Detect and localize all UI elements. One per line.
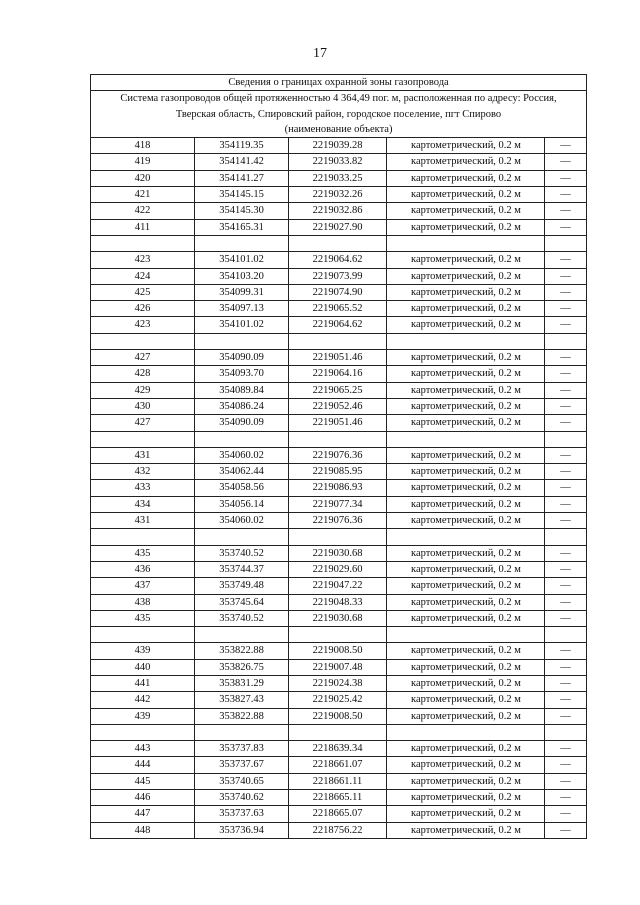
description-cell: — xyxy=(545,170,587,186)
y-coordinate-cell: 2219064.62 xyxy=(289,317,387,333)
description-cell: — xyxy=(545,773,587,789)
table-row xyxy=(91,268,587,284)
method-accuracy-cell: картометрический, 0.2 м xyxy=(387,203,545,219)
description-cell: — xyxy=(545,138,587,154)
x-coordinate-cell: 353737.67 xyxy=(195,757,289,773)
empty-cell xyxy=(545,627,587,643)
description-cell: — xyxy=(545,806,587,822)
x-coordinate-cell: 353736.94 xyxy=(195,822,289,838)
y-coordinate-cell: 2219008.50 xyxy=(289,643,387,659)
point-number-cell: 446 xyxy=(91,790,195,806)
description-cell: — xyxy=(545,366,587,382)
table-row xyxy=(91,773,587,789)
table-row xyxy=(91,464,587,480)
y-coordinate-cell: 2219065.25 xyxy=(289,382,387,398)
empty-cell xyxy=(91,627,195,643)
empty-cell xyxy=(289,431,387,447)
x-coordinate-cell: 354062.44 xyxy=(195,464,289,480)
x-coordinate-cell: 354058.56 xyxy=(195,480,289,496)
description-cell: — xyxy=(545,480,587,496)
description-cell: — xyxy=(545,219,587,235)
point-number-cell: 426 xyxy=(91,301,195,317)
x-coordinate-cell: 354060.02 xyxy=(195,447,289,463)
empty-cell xyxy=(289,333,387,349)
empty-cell xyxy=(387,333,545,349)
method-accuracy-cell: картометрический, 0.2 м xyxy=(387,708,545,724)
description-cell: — xyxy=(545,268,587,284)
point-number-cell: 440 xyxy=(91,659,195,675)
point-number-cell: 432 xyxy=(91,464,195,480)
table-row xyxy=(91,252,587,268)
table-row xyxy=(91,578,587,594)
point-number-cell: 411 xyxy=(91,219,195,235)
point-number-cell: 427 xyxy=(91,350,195,366)
point-number-cell: 420 xyxy=(91,170,195,186)
empty-cell xyxy=(91,529,195,545)
x-coordinate-cell: 353745.64 xyxy=(195,594,289,610)
point-number-cell: 429 xyxy=(91,382,195,398)
x-coordinate-cell: 353749.48 xyxy=(195,578,289,594)
x-coordinate-cell: 353740.52 xyxy=(195,610,289,626)
point-number-cell: 438 xyxy=(91,594,195,610)
object-name-caption: (наименование объекта) xyxy=(284,123,393,135)
y-coordinate-cell: 2219032.26 xyxy=(289,187,387,203)
description-cell: — xyxy=(545,545,587,561)
point-number-cell: 428 xyxy=(91,366,195,382)
description-cell: — xyxy=(545,464,587,480)
method-accuracy-cell: картометрический, 0.2 м xyxy=(387,480,545,496)
table-row xyxy=(91,610,587,626)
point-number-cell: 427 xyxy=(91,415,195,431)
method-accuracy-cell: картометрический, 0.2 м xyxy=(387,496,545,512)
method-accuracy-cell: картометрический, 0.2 м xyxy=(387,578,545,594)
method-accuracy-cell: картометрический, 0.2 м xyxy=(387,350,545,366)
group-separator-row xyxy=(91,529,587,545)
description-cell: — xyxy=(545,675,587,691)
empty-cell xyxy=(545,529,587,545)
point-number-cell: 434 xyxy=(91,496,195,512)
table-row xyxy=(91,317,587,333)
method-accuracy-cell: картометрический, 0.2 м xyxy=(387,643,545,659)
description-cell: — xyxy=(545,594,587,610)
method-accuracy-cell: картометрический, 0.2 м xyxy=(387,219,545,235)
y-coordinate-cell: 2219039.28 xyxy=(289,138,387,154)
description-cell: — xyxy=(545,301,587,317)
table-row xyxy=(91,790,587,806)
x-coordinate-cell: 354145.30 xyxy=(195,203,289,219)
y-coordinate-cell: 2219030.68 xyxy=(289,545,387,561)
description-cell: — xyxy=(545,187,587,203)
description-cell: — xyxy=(545,382,587,398)
method-accuracy-cell: картометрический, 0.2 м xyxy=(387,415,545,431)
y-coordinate-cell: 2219033.25 xyxy=(289,170,387,186)
x-coordinate-cell: 354093.70 xyxy=(195,366,289,382)
empty-cell xyxy=(289,529,387,545)
object-description-line-1: Система газопроводов общей протяженностью 4 364,49 пог. м, расположенная по адресу: Россия, xyxy=(120,93,557,105)
empty-cell xyxy=(387,431,545,447)
description-cell: — xyxy=(545,154,587,170)
y-coordinate-cell: 2218665.11 xyxy=(289,790,387,806)
empty-cell xyxy=(91,333,195,349)
empty-cell xyxy=(195,333,289,349)
empty-cell xyxy=(387,529,545,545)
method-accuracy-cell: картометрический, 0.2 м xyxy=(387,513,545,529)
y-coordinate-cell: 2219051.46 xyxy=(289,350,387,366)
empty-cell xyxy=(387,627,545,643)
table-row xyxy=(91,692,587,708)
table-row xyxy=(91,659,587,675)
x-coordinate-cell: 354090.09 xyxy=(195,350,289,366)
method-accuracy-cell: картометрический, 0.2 м xyxy=(387,252,545,268)
x-coordinate-cell: 354090.09 xyxy=(195,415,289,431)
table-row xyxy=(91,154,587,170)
point-number-cell: 422 xyxy=(91,203,195,219)
x-coordinate-cell: 353826.75 xyxy=(195,659,289,675)
boundary-table xyxy=(90,74,587,839)
x-coordinate-cell: 353822.88 xyxy=(195,708,289,724)
x-coordinate-cell: 354060.02 xyxy=(195,513,289,529)
x-coordinate-cell: 353740.62 xyxy=(195,790,289,806)
empty-cell xyxy=(91,431,195,447)
table-row xyxy=(91,480,587,496)
method-accuracy-cell: картометрический, 0.2 м xyxy=(387,822,545,838)
table-row xyxy=(91,170,587,186)
description-cell: — xyxy=(545,692,587,708)
description-cell: — xyxy=(545,610,587,626)
y-coordinate-cell: 2219052.46 xyxy=(289,398,387,414)
x-coordinate-cell: 353744.37 xyxy=(195,561,289,577)
y-coordinate-cell: 2218661.07 xyxy=(289,757,387,773)
description-cell: — xyxy=(545,447,587,463)
x-coordinate-cell: 354145.15 xyxy=(195,187,289,203)
empty-cell xyxy=(545,333,587,349)
table-row xyxy=(91,675,587,691)
table-row xyxy=(91,757,587,773)
point-number-cell: 433 xyxy=(91,480,195,496)
y-coordinate-cell: 2218639.34 xyxy=(289,741,387,757)
point-number-cell: 439 xyxy=(91,643,195,659)
method-accuracy-cell: картометрический, 0.2 м xyxy=(387,398,545,414)
point-number-cell: 439 xyxy=(91,708,195,724)
point-number-cell: 425 xyxy=(91,284,195,300)
empty-cell xyxy=(387,235,545,251)
table-row xyxy=(91,545,587,561)
empty-cell xyxy=(91,724,195,740)
y-coordinate-cell: 2219064.16 xyxy=(289,366,387,382)
group-separator-row xyxy=(91,235,587,251)
table-row xyxy=(91,594,587,610)
point-number-cell: 419 xyxy=(91,154,195,170)
empty-cell xyxy=(387,724,545,740)
x-coordinate-cell: 354099.31 xyxy=(195,284,289,300)
y-coordinate-cell: 2219077.34 xyxy=(289,496,387,512)
y-coordinate-cell: 2219033.82 xyxy=(289,154,387,170)
object-description xyxy=(91,91,587,138)
description-cell: — xyxy=(545,790,587,806)
empty-cell xyxy=(545,235,587,251)
group-separator-row xyxy=(91,431,587,447)
method-accuracy-cell: картометрический, 0.2 м xyxy=(387,741,545,757)
empty-cell xyxy=(195,431,289,447)
table-row xyxy=(91,415,587,431)
point-number-cell: 435 xyxy=(91,545,195,561)
method-accuracy-cell: картометрический, 0.2 м xyxy=(387,284,545,300)
table-row xyxy=(91,301,587,317)
description-cell: — xyxy=(545,284,587,300)
description-cell: — xyxy=(545,578,587,594)
table-row xyxy=(91,366,587,382)
method-accuracy-cell: картометрический, 0.2 м xyxy=(387,806,545,822)
y-coordinate-cell: 2219074.90 xyxy=(289,284,387,300)
method-accuracy-cell: картометрический, 0.2 м xyxy=(387,301,545,317)
x-coordinate-cell: 354103.20 xyxy=(195,268,289,284)
description-cell: — xyxy=(545,708,587,724)
table-title-row xyxy=(91,75,587,91)
y-coordinate-cell: 2219047.22 xyxy=(289,578,387,594)
x-coordinate-cell: 354056.14 xyxy=(195,496,289,512)
y-coordinate-cell: 2219032.86 xyxy=(289,203,387,219)
description-cell: — xyxy=(545,561,587,577)
description-cell: — xyxy=(545,513,587,529)
method-accuracy-cell: картометрический, 0.2 м xyxy=(387,675,545,691)
empty-cell xyxy=(195,724,289,740)
y-coordinate-cell: 2218756.22 xyxy=(289,822,387,838)
group-separator-row xyxy=(91,627,587,643)
x-coordinate-cell: 353827.43 xyxy=(195,692,289,708)
method-accuracy-cell: картометрический, 0.2 м xyxy=(387,447,545,463)
x-coordinate-cell: 354101.02 xyxy=(195,252,289,268)
description-cell: — xyxy=(545,317,587,333)
method-accuracy-cell: картометрический, 0.2 м xyxy=(387,757,545,773)
method-accuracy-cell: картометрический, 0.2 м xyxy=(387,317,545,333)
y-coordinate-cell: 2219008.50 xyxy=(289,708,387,724)
x-coordinate-cell: 353737.83 xyxy=(195,741,289,757)
y-coordinate-cell: 2219025.42 xyxy=(289,692,387,708)
y-coordinate-cell: 2219073.99 xyxy=(289,268,387,284)
table-title: Сведения о границах охранной зоны газопровода xyxy=(91,75,587,91)
table-row xyxy=(91,822,587,838)
y-coordinate-cell: 2218661.11 xyxy=(289,773,387,789)
method-accuracy-cell: картометрический, 0.2 м xyxy=(387,154,545,170)
point-number-cell: 436 xyxy=(91,561,195,577)
description-cell: — xyxy=(545,350,587,366)
point-number-cell: 424 xyxy=(91,268,195,284)
description-cell: — xyxy=(545,822,587,838)
x-coordinate-cell: 353740.52 xyxy=(195,545,289,561)
y-coordinate-cell: 2219029.60 xyxy=(289,561,387,577)
table-row xyxy=(91,447,587,463)
table-row xyxy=(91,187,587,203)
table-row xyxy=(91,138,587,154)
x-coordinate-cell: 354086.24 xyxy=(195,398,289,414)
empty-cell xyxy=(545,724,587,740)
x-coordinate-cell: 354089.84 xyxy=(195,382,289,398)
empty-cell xyxy=(195,627,289,643)
table-row xyxy=(91,513,587,529)
x-coordinate-cell: 354165.31 xyxy=(195,219,289,235)
point-number-cell: 421 xyxy=(91,187,195,203)
method-accuracy-cell: картометрический, 0.2 м xyxy=(387,790,545,806)
method-accuracy-cell: картометрический, 0.2 м xyxy=(387,692,545,708)
point-number-cell: 441 xyxy=(91,675,195,691)
method-accuracy-cell: картометрический, 0.2 м xyxy=(387,268,545,284)
method-accuracy-cell: картометрический, 0.2 м xyxy=(387,545,545,561)
table-row xyxy=(91,643,587,659)
table-row xyxy=(91,398,587,414)
y-coordinate-cell: 2219030.68 xyxy=(289,610,387,626)
table-row xyxy=(91,708,587,724)
method-accuracy-cell: картометрический, 0.2 м xyxy=(387,594,545,610)
description-cell: — xyxy=(545,415,587,431)
table-row xyxy=(91,203,587,219)
table-row xyxy=(91,561,587,577)
y-coordinate-cell: 2219065.52 xyxy=(289,301,387,317)
empty-cell xyxy=(289,627,387,643)
table-row xyxy=(91,496,587,512)
x-coordinate-cell: 354119.35 xyxy=(195,138,289,154)
empty-cell xyxy=(195,235,289,251)
description-cell: — xyxy=(545,496,587,512)
method-accuracy-cell: картометрический, 0.2 м xyxy=(387,170,545,186)
table-row xyxy=(91,219,587,235)
empty-cell xyxy=(195,529,289,545)
empty-cell xyxy=(91,235,195,251)
x-coordinate-cell: 354141.27 xyxy=(195,170,289,186)
y-coordinate-cell: 2218665.07 xyxy=(289,806,387,822)
group-separator-row xyxy=(91,724,587,740)
method-accuracy-cell: картометрический, 0.2 м xyxy=(387,138,545,154)
method-accuracy-cell: картометрический, 0.2 м xyxy=(387,464,545,480)
x-coordinate-cell: 354097.13 xyxy=(195,301,289,317)
description-cell: — xyxy=(545,659,587,675)
x-coordinate-cell: 353737.63 xyxy=(195,806,289,822)
description-cell: — xyxy=(545,398,587,414)
method-accuracy-cell: картометрический, 0.2 м xyxy=(387,659,545,675)
point-number-cell: 443 xyxy=(91,741,195,757)
x-coordinate-cell: 353831.29 xyxy=(195,675,289,691)
y-coordinate-cell: 2219027.90 xyxy=(289,219,387,235)
description-cell: — xyxy=(545,741,587,757)
y-coordinate-cell: 2219064.62 xyxy=(289,252,387,268)
y-coordinate-cell: 2219051.46 xyxy=(289,415,387,431)
table-row xyxy=(91,382,587,398)
empty-cell xyxy=(289,235,387,251)
page-number: 17 xyxy=(313,46,327,61)
point-number-cell: 431 xyxy=(91,513,195,529)
description-cell: — xyxy=(545,757,587,773)
method-accuracy-cell: картометрический, 0.2 м xyxy=(387,561,545,577)
empty-cell xyxy=(545,431,587,447)
point-number-cell: 423 xyxy=(91,317,195,333)
point-number-cell: 442 xyxy=(91,692,195,708)
object-description-row xyxy=(91,91,587,138)
point-number-cell: 435 xyxy=(91,610,195,626)
point-number-cell: 430 xyxy=(91,398,195,414)
table-row xyxy=(91,741,587,757)
y-coordinate-cell: 2219086.93 xyxy=(289,480,387,496)
point-number-cell: 448 xyxy=(91,822,195,838)
point-number-cell: 447 xyxy=(91,806,195,822)
description-cell: — xyxy=(545,643,587,659)
method-accuracy-cell: картометрический, 0.2 м xyxy=(387,187,545,203)
x-coordinate-cell: 353822.88 xyxy=(195,643,289,659)
point-number-cell: 444 xyxy=(91,757,195,773)
object-description-line-2: Тверская область, Спировский район, городское поселение, пгт Спирово xyxy=(175,108,502,120)
y-coordinate-cell: 2219007.48 xyxy=(289,659,387,675)
method-accuracy-cell: картометрический, 0.2 м xyxy=(387,773,545,789)
point-number-cell: 437 xyxy=(91,578,195,594)
point-number-cell: 431 xyxy=(91,447,195,463)
point-number-cell: 418 xyxy=(91,138,195,154)
method-accuracy-cell: картометрический, 0.2 м xyxy=(387,366,545,382)
y-coordinate-cell: 2219048.33 xyxy=(289,594,387,610)
table-row xyxy=(91,806,587,822)
table-row xyxy=(91,350,587,366)
description-cell: — xyxy=(545,203,587,219)
method-accuracy-cell: картометрический, 0.2 м xyxy=(387,382,545,398)
y-coordinate-cell: 2219085.95 xyxy=(289,464,387,480)
description-cell: — xyxy=(545,252,587,268)
y-coordinate-cell: 2219024.38 xyxy=(289,675,387,691)
y-coordinate-cell: 2219076.36 xyxy=(289,513,387,529)
method-accuracy-cell: картометрический, 0.2 м xyxy=(387,610,545,626)
y-coordinate-cell: 2219076.36 xyxy=(289,447,387,463)
empty-cell xyxy=(289,724,387,740)
table-row xyxy=(91,284,587,300)
x-coordinate-cell: 354101.02 xyxy=(195,317,289,333)
x-coordinate-cell: 354141.42 xyxy=(195,154,289,170)
group-separator-row xyxy=(91,333,587,349)
point-number-cell: 423 xyxy=(91,252,195,268)
x-coordinate-cell: 353740.65 xyxy=(195,773,289,789)
point-number-cell: 445 xyxy=(91,773,195,789)
